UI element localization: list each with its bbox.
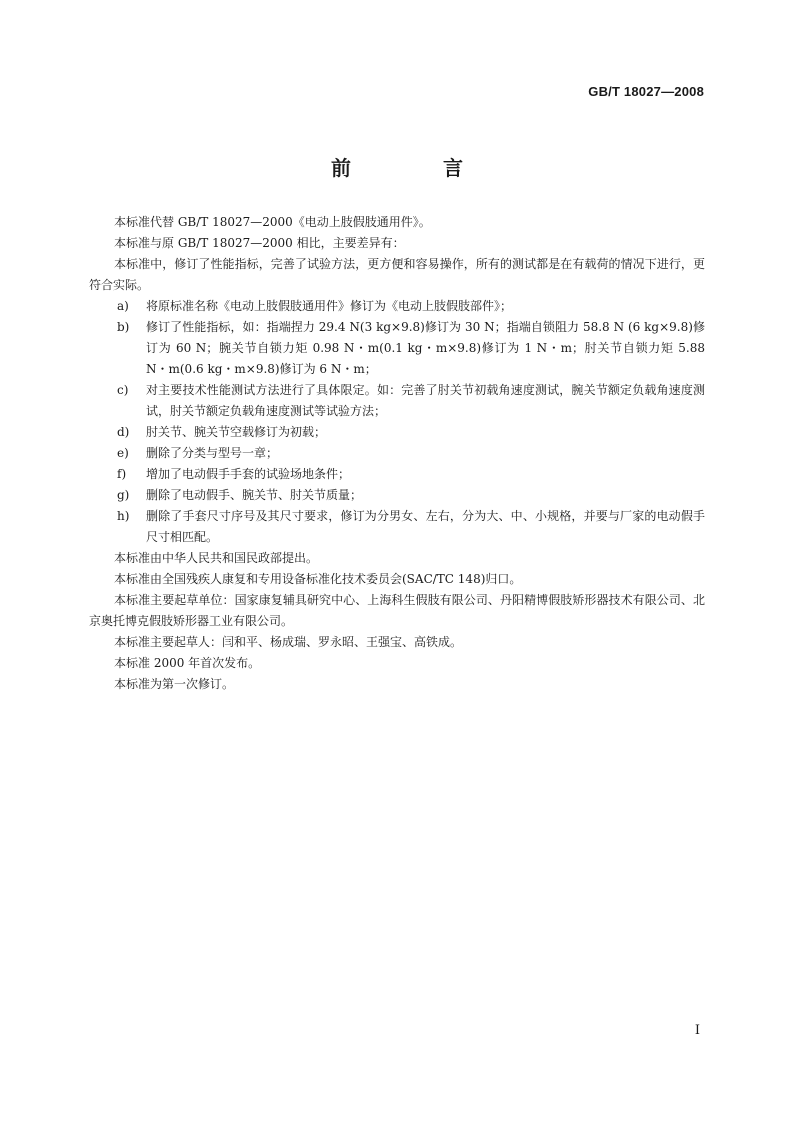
list-item-label: h)	[117, 509, 130, 523]
list-item-label: f)	[117, 467, 127, 481]
list-item-text: 增加了电动假手手套的试验场地条件；	[146, 467, 351, 481]
intro-paragraph: 本标准代替 GB/T 18027—2000《电动上肢假肢通用件》。	[114, 215, 431, 229]
closing-paragraph: 本标准 2000 年首次发布。	[114, 656, 261, 670]
list-item-label: g)	[117, 488, 130, 502]
closing-paragraph: 本标准由全国残疾人康复和专用设备标准化技术委员会(SAC/TC 148)归口。	[114, 572, 522, 586]
list-item	[89, 422, 705, 443]
list-item-label: c)	[117, 383, 129, 397]
list-item-text: 将原标准名称《电动上肢假肢通用件》修订为《电动上肢假肢部件》；	[146, 299, 513, 313]
list-item-text: 对主要技术性能测试方法进行了具体限定。如：完善了肘关节初载角速度测试，腕关节额定负载角速度测试，肘关节额定负载角速度测试等试验方法；	[146, 383, 705, 418]
page-title: 前 言	[331, 156, 499, 180]
list-item-text: 删除了分类与型号一章；	[146, 446, 279, 460]
list-item	[89, 485, 705, 506]
list-item-label: a)	[117, 299, 129, 313]
list-item-label: d)	[117, 425, 130, 439]
list-item	[89, 506, 705, 548]
list-item	[89, 443, 705, 464]
intro-paragraph: 本标准与原 GB/T 18027—2000 相比，主要差异有：	[114, 236, 405, 250]
list-item-text: 删除了手套尺寸序号及其尺寸要求，修订为分男女、左右，分为大、中、小规格，并要与厂家的电动假手尺寸相匹配。	[146, 509, 705, 544]
closing-paragraph: 本标准主要起草人：闫和平、杨成瑞、罗永昭、王强宝、高铁成。	[114, 635, 463, 649]
list-item-label: e)	[117, 446, 129, 460]
intro-paragraph: 本标准中，修订了性能指标，完善了试验方法，更方便和容易操作，所有的测试都是在有载荷的情况下进行，更符合实际。	[89, 257, 705, 292]
list-item	[89, 296, 705, 317]
list-item-text: 删除了电动假手、腕关节、肘关节质量；	[146, 488, 363, 502]
standard-code: GB/T 18027—2008	[588, 84, 704, 99]
list-item	[89, 464, 705, 485]
document-body	[89, 212, 705, 695]
list-item-text: 肘关节、腕关节空载修订为初载；	[146, 425, 327, 439]
closing-paragraph: 本标准主要起草单位：国家康复辅具研究中心、上海科生假肢有限公司、丹阳精博假肢矫形器技术有限公司、北京奥托博克假肢矫形器工业有限公司。	[89, 593, 705, 628]
closing-paragraph: 本标准为第一次修订。	[114, 677, 235, 691]
list-item-text: 修订了性能指标，如：指端捏力 29.4 N(3 kg×9.8)修订为 30 N；指端自锁阻力 58.8 N (6 kg×9.8)修订为 60 N；腕关节自锁力矩 0.98 N・m(0.1 kg・m×9.8)修订为 1 N・m；肘关节自锁力矩 5.88 N・m(0.6 kg・m×9.8)修订为 6 N・m；	[146, 320, 705, 376]
list-item-label: b)	[117, 320, 130, 334]
closing-paragraph: 本标准由中华人民共和国民政部提出。	[114, 551, 319, 565]
list-item	[89, 317, 705, 380]
page-number: I	[694, 1023, 700, 1038]
list-item	[89, 380, 705, 422]
